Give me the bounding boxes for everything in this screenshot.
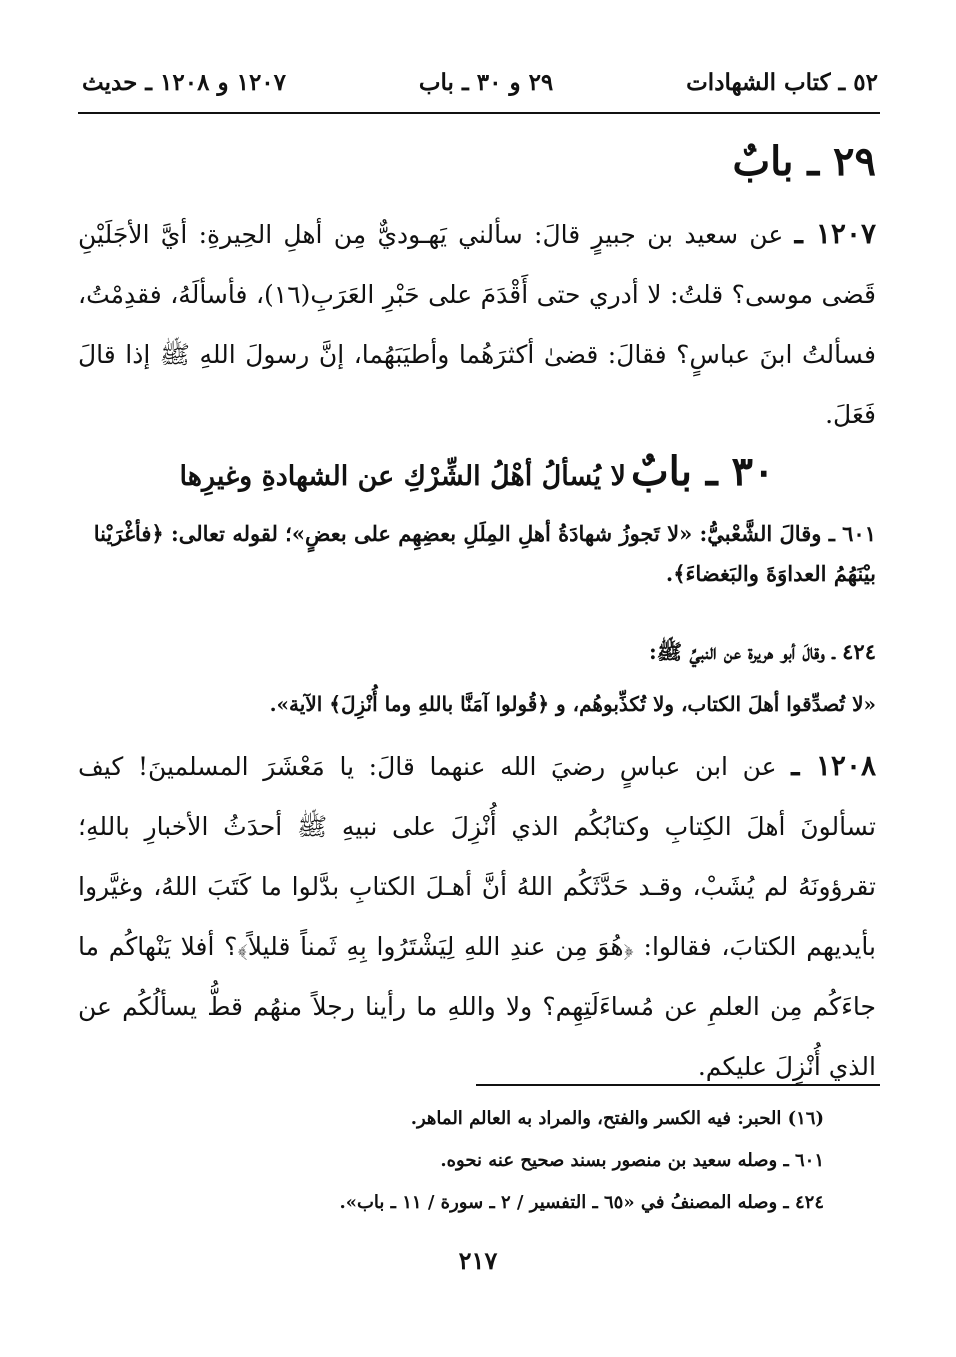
hadith-text: عن سعيد بن جبيرٍ قالَ: سألني يَهـوديٌّ مِن أهلِ الحِيرةِ: أيَّ الأجَلَيْنِ قَضى موسى؟ قلتُ: لا أدري حتى أَقْدَمَ على حَبْرِ العَرَبِ(١٦)، فأسألَهُ، فقدِمْتُ، فسألتُ ابنَ عباسٍ؟ فقالَ: قضىٰ أكثرَهُما وأطيَبَهُما، إنَّ رسولَ اللهِ ﷺ إذا قالَ فَعَلَ.	[78, 220, 876, 429]
muallaq-424-text: «لا تُصدِّقوا أهلَ الكتاب، ولا تُكذِّبوهُم، و ﴿قُولوا آمَنَّا باللهِ وما أُنْزِلَ﴾ الآية».	[269, 692, 876, 716]
muallaq-601: ٦٠١ ـ وقالَ الشَّعْبيُّ: «لا تَجوزُ شهادَةُ أهلِ المِلَلِ بعضِهِم على بعضٍ»؛ لقوله تعالى: ﴿فأغْرَيْنا بيْنَهُمُ العداوَةَ والبَغضاءَ﴾.	[93, 521, 876, 586]
footnote-divider	[476, 1084, 880, 1086]
footnote-601: ٦٠١ ـ وصله سعيد بن منصور بسند صحيح عنه نحوه.	[440, 1150, 824, 1171]
chapter-29-heading: ٢٩ ـ بابٌ	[732, 138, 876, 185]
page-number: ٢١٧	[458, 1246, 498, 1275]
header-chapters: ٢٩ و ٣٠ ـ باب	[418, 68, 554, 96]
chapter-30-number: ٣٠ ـ بابٌ	[630, 448, 775, 495]
hadith-text: عن ابن عباسٍ رضيَ الله عنهما قالَ: يا مَعْشَرَ المسلمينَ! كيف تسألونَ أهلَ الكِتابِ وكتابُكُم الذي أُنْزِلَ على نبيهِ ﷺ أحدَثُ الأخبارِ باللهِ؛ تقرؤونَهُ لم يُشَبْ، وقـد حَدَّثَكُم اللهُ أنَّ أهـلَ الكتابِ بدَّلوا ما كَتَبَ اللهُ، وغيَّروا بأيديهم الكتابَ، فقالوا: ﴿هُوَ مِن عندِ اللهِ لِيَشْتَرُوا بِهِ ثَمناً قليلاً﴾؟ أفلا يَنْهاكُم ما جاءَكُم مِن العلمِ عن مُساءَلَتِهِم؟ ولا واللهِ ما رأينا رجلاً منهُم قطُّ يسألُكُم عن الذي أُنْزِلَ عليكم.	[78, 752, 877, 1081]
header-hadith-range: ١٢٠٧ و ١٢٠٨ ـ حديث	[82, 68, 287, 96]
header-divider	[78, 112, 880, 114]
hadith-1208	[78, 736, 876, 1097]
hadith-number: ١٢٠٧ ـ	[794, 217, 877, 250]
footnote-16: (١٦) الحبر: فيه الكسر والفتح، والمراد به العالم الماهر.	[410, 1108, 824, 1129]
header-book-title: ٥٢ ـ كتاب الشهادات	[686, 68, 878, 96]
muallaq-424-intro: ٤٢٤ ـ وقالَ أبو هريرة عن النبيِّ ﷺ:	[649, 639, 876, 664]
running-header	[82, 62, 878, 102]
chapter-30-subtitle: لا يُسألُ أهْلُ الشِّرْكِ عن الشهادةِ وغيرِها	[179, 461, 626, 492]
hadith-number: ١٢٠٨ ـ	[791, 749, 877, 782]
footnote-424: ٤٢٤ ـ وصله المصنفُ في «٦٥ ـ التفسير / ٢ ـ سورة / ١١ ـ باب».	[339, 1192, 824, 1213]
chapter-30-heading	[78, 448, 876, 495]
hadith-1207	[78, 204, 876, 445]
